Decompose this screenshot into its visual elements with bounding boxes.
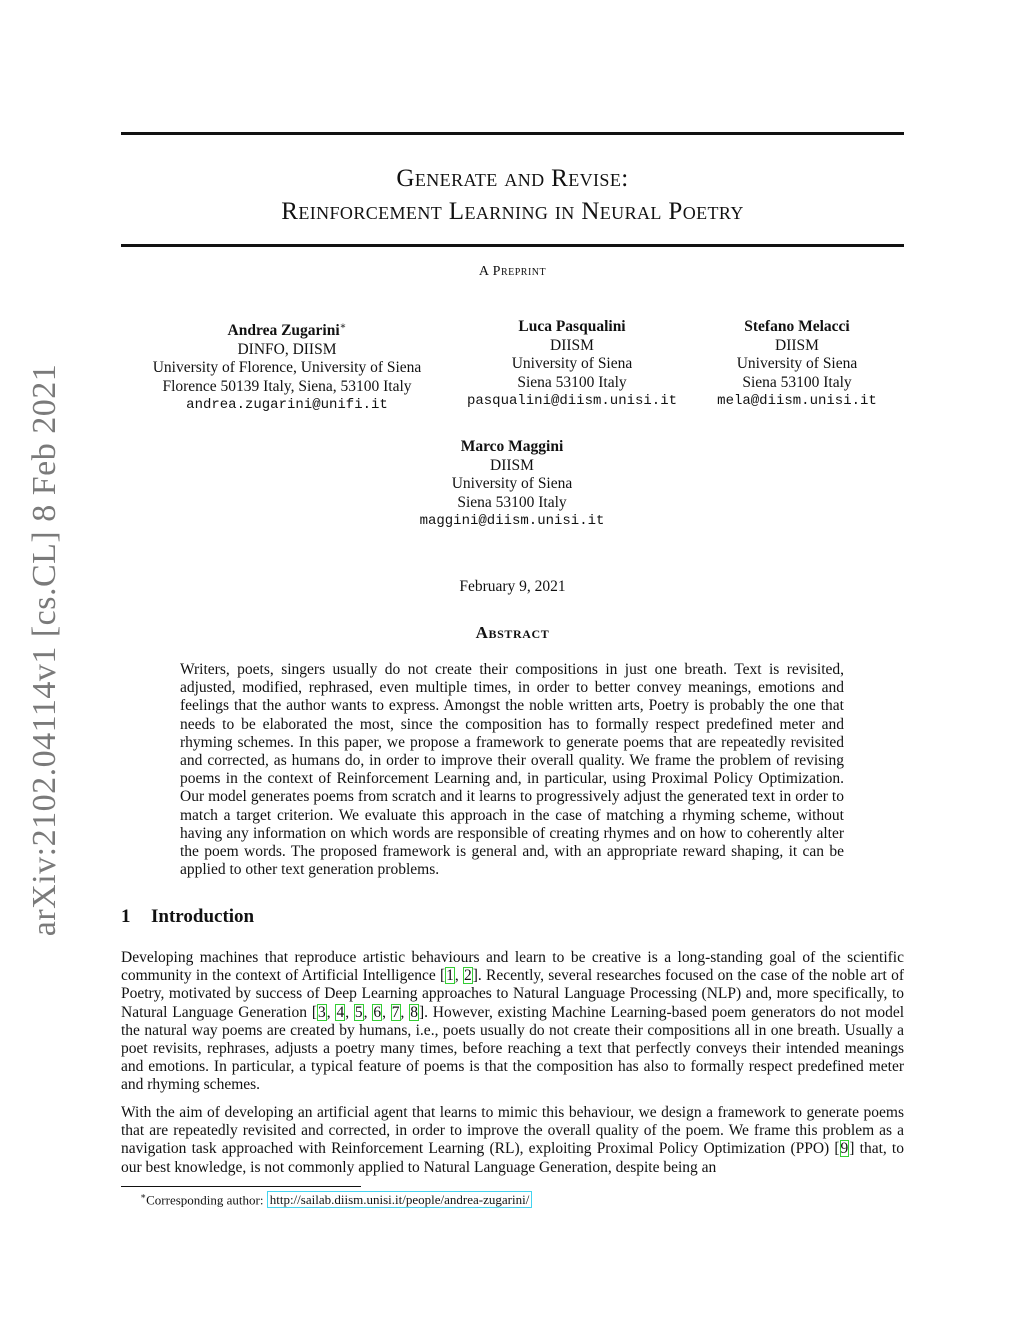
citation-link[interactable]: 6 (373, 1003, 382, 1021)
citation-link[interactable]: 7 (391, 1003, 400, 1021)
footnote (140, 1191, 532, 1208)
abstract-text: Writers, poets, singers usually do not create their compositions in just one breath. Text is revisited, adjusted, modified, rephrased, even multiple times, in order to better convey meanings, emotions and feelings that the author wants to express. Amongst the noble written arts, Poetry is probably the one that needs to be elaborated the most, since the composition has to formally respect predefined meter and rhyming schemes. In this paper, we propose a framework to generate poems that are repeatedly revisited and corrected, as humans do, in order to improve their overall quality. We frame the problem of revising poems in the context of Reinforcement Learning and, in particular, using Proximal Policy Optimization. Our model generates poems from scratch and it learns to progressively adjust the generated text in order to match a target criterion. We evaluate this approach in the case of matching a rhyming scheme, without having any information on which words are responsible of creating rhymes and on how to coherently alter the poem words. The proposed framework is general and, with an appropriate reward shaping, it can be applied to other text generation problems. (180, 661, 844, 879)
section-number: 1 (121, 906, 131, 927)
paper-title (121, 162, 904, 228)
author-email[interactable]: maggini@diism.unisi.it (419, 513, 605, 529)
preprint-label: A Preprint (478, 264, 547, 279)
author-institution: University of Florence, University of Siena (152, 359, 422, 377)
author-address: Siena 53100 Italy (457, 493, 567, 511)
author-email[interactable]: andrea.zugarini@unifi.it (186, 397, 388, 414)
author-address: Florence 50139 Italy, Siena, 53100 Italy (162, 377, 412, 395)
author-block-zugarini (137, 318, 437, 415)
author-institution: University of Siena (736, 355, 858, 372)
author-institution: University of Siena (511, 355, 633, 372)
author-block-maggini (392, 438, 632, 531)
citation-link[interactable]: 8 (410, 1003, 418, 1021)
corresponding-author-url-link[interactable]: http://sailab.diism.unisi.it/people/andrea-zugarini/ (267, 1191, 533, 1208)
footnote-rule (121, 1186, 361, 1187)
intro-paragraph-1: Developing machines that reproduce artistic behaviours and learn to be creative is a long-standing goal of the scientific community in the context of Artificial Intelligence [1, 2]. Recently, several researches focused on the case of the noble art of Poetry, motivated by success of Deep Learning approaches to Natural Language Processing (NLP) and, more specifically, to Natural Language Generation [3, 4, 5, 6, 7, 8]. However, existing Machine Learning-based poem generators do not model the natural way poems are created by humans, i.e., poets usually do not create their compositions all in one breath. Usually a poet revisits, rephrases, adjusts a poetry many times, before reaching a text that perfectly conveys their intended meanings and emotions. In particular, a typical feature of poems is that the composition has also to formally respect predefined meter and rhyming schemes. (121, 949, 905, 1094)
author-institution: University of Siena (451, 475, 573, 492)
citation-link[interactable]: 5 (354, 1003, 363, 1021)
title-top-rule (121, 132, 904, 135)
author-name: Stefano Melacci (744, 318, 850, 335)
citation-link[interactable]: 1 (446, 967, 454, 985)
section-heading-introduction (121, 906, 254, 928)
author-name: Andrea Zugarini∗ (227, 321, 347, 340)
author-address: Siena 53100 Italy (742, 373, 852, 391)
citation-link[interactable]: 9 (840, 1140, 849, 1158)
intro-paragraph-2: With the aim of developing an artificial agent that learns to mimic this behaviour, we design a framework to generate poems that are repeatedly revisited and corrected, in order to improve the overall quality of the poem. We frame this problem as a navigation task approached with Reinforcement Learning (RL), exploiting Proximal Policy Optimization (PPO) [9] that, to our best knowledge, is not commonly applied to Natural Language Generation, despite being an (121, 1104, 904, 1176)
title-bottom-rule (121, 244, 904, 247)
author-email[interactable]: mela@diism.unisi.it (717, 393, 877, 409)
paper-date: February 9, 2021 (459, 578, 566, 595)
author-block-pasqualini (452, 318, 692, 411)
author-address: Siena 53100 Italy (517, 373, 627, 391)
citation-link[interactable]: 2 (464, 967, 472, 985)
section-title: Introduction (151, 906, 255, 927)
abstract-heading: Abstract (475, 623, 550, 642)
footnote-marker: ∗ (339, 321, 347, 332)
author-name: Marco Maggini (460, 438, 564, 455)
author-block-melacci (702, 318, 892, 411)
citation-link[interactable]: 3 (318, 1003, 326, 1021)
title-line-1: Generate and Revise: (396, 165, 629, 192)
footnote-label: Corresponding author: (146, 1192, 267, 1208)
author-name: Luca Pasqualini (518, 318, 626, 335)
title-line-2: Reinforcement Learning in Neural Poetry (281, 198, 744, 225)
footnote-marker: ∗ (140, 1191, 147, 1201)
author-email[interactable]: pasqualini@diism.unisi.it (466, 393, 678, 409)
author-affiliation: DIISM (775, 336, 819, 354)
author-affiliation: DIISM (550, 336, 594, 354)
arxiv-identifier-stamp: arXiv:2102.04114v1 [cs.CL] 8 Feb 2021 (26, 363, 63, 937)
author-affiliation: DIISM (490, 456, 534, 474)
citation-link[interactable]: 4 (336, 1003, 345, 1021)
author-affiliation: DINFO, DIISM (237, 340, 337, 358)
